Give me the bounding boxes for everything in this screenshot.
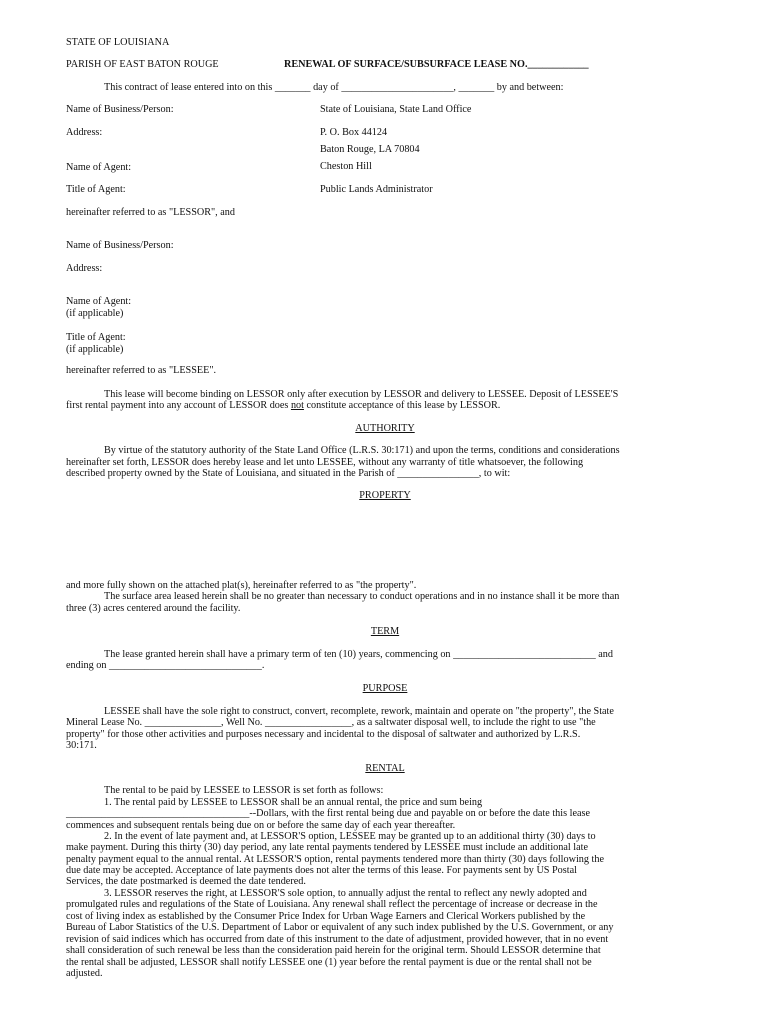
purpose-heading: PURPOSE: [362, 683, 408, 694]
purpose-line-4: 30:171.: [66, 740, 97, 751]
rental-line-17: adjusted.: [66, 968, 103, 979]
authority-line-3: described property owned by the State of Louisiana, and situated in the Parish of ________________, to wit:: [66, 468, 511, 479]
rental-heading: RENTAL: [365, 763, 405, 774]
lessee-agent-label: Name of Agent:: [66, 296, 132, 307]
authority-heading: AUTHORITY: [355, 423, 415, 434]
rental-line-5: 2. In the event of late payment and, at LESSOR'S option, LESSEE may be granted up to an additional thirty (30) days to: [104, 831, 596, 842]
lessor-reference: hereinafter referred to as "LESSOR", and: [66, 207, 235, 218]
property-line-2: The surface area leased herein shall be no greater than necessary to conduct operations and in no instance shall it be more than: [104, 591, 620, 602]
authority-line-2: hereinafter set forth, LESSOR does hereby lease and let unto LESSEE, without any warranty of title whatsoever, the following: [66, 457, 584, 468]
property-line-3: three (3) acres centered around the facility.: [66, 603, 241, 614]
lessee-name-label: Name of Business/Person:: [66, 240, 174, 251]
lessee-address-label: Address:: [66, 263, 103, 274]
lessee-agent-note: (if applicable): [66, 308, 124, 319]
rental-line-12: cost of living index as established by the Consumer Price Index for Urban Wage Earners and Clerical Workers published by the: [66, 911, 586, 922]
lessor-title-label: Title of Agent:: [66, 184, 126, 195]
lessor-name-value: State of Louisiana, State Land Office: [320, 104, 472, 115]
lessee-reference: hereinafter referred to as "LESSEE".: [66, 365, 217, 376]
binding-line-2: first rental payment into any account of LESSOR does not constitute acceptance of this lease by LESSOR.: [66, 400, 501, 411]
rental-line-16: the rental shall be adjusted, LESSOR shall notify LESSEE one (1) year before the rental payment is due or the rental shall not be: [66, 957, 592, 968]
rental-line-7: penalty payment equal to the annual rental. At LESSOR'S option, rental payments tendered more than thirty (30) days following the: [66, 854, 604, 865]
lease-title: RENEWAL OF SURFACE/SUBSURFACE LEASE NO.____________: [284, 59, 589, 70]
term-line-1: The lease granted herein shall have a primary term of ten (10) years, commencing on ____________________________ and: [104, 649, 613, 660]
rental-line-6: make payment. During this thirty (30) day period, any late rental payments tendered by LESSEE must include an additional late: [66, 842, 588, 853]
term-heading: TERM: [370, 626, 400, 637]
binding-line-1: This lease will become binding on LESSOR only after execution by LESSOR and delivery to LESSEE. Deposit of LESSEE'S: [104, 389, 619, 400]
binding-emphasis: not: [290, 400, 304, 411]
rental-line-1: The rental to be paid by LESSEE to LESSOR is set forth as follows:: [104, 785, 384, 796]
purpose-line-3: property" for those other activities and purposes necessary and incidental to the disposal of saltwater and authorized by L.R.S.: [66, 729, 581, 740]
rental-line-13: Bureau of Labor Statistics of the U.S. Department of Labor or equivalent of any such index published by the U.S. Government, or any: [66, 922, 614, 933]
parish-heading: PARISH OF EAST BATON ROUGE: [66, 59, 219, 70]
purpose-line-2: Mineral Lease No. _______________, Well No. _________________, as a saltwater disposal well, to include the right to use "the: [66, 717, 596, 728]
rental-line-8: due date may be accepted. Acceptance of late payments does not alter the terms of this lease. For payments sent by US Postal: [66, 865, 577, 876]
lessor-address-line2: Baton Rouge, LA 70804: [320, 144, 420, 155]
lessee-title-label: Title of Agent:: [66, 332, 126, 343]
rental-line-15: shall consideration of such renewal be less than the consideration paid herein for the original term. Should LESSOR determine that: [66, 945, 601, 956]
authority-line-1: By virtue of the statutory authority of the State Land Office (L.R.S. 30:171) and upon the terms, conditions and considerations: [104, 445, 620, 456]
property-heading: PROPERTY: [359, 490, 411, 501]
intro-text: This contract of lease entered into on this _______ day of ______________________, _______ by and between:: [104, 82, 564, 93]
rental-line-3: ____________________________________--Dollars, with the first rental being due and payable on or before the date this lease: [66, 808, 590, 819]
lessor-agent-value: Cheston Hill: [320, 161, 372, 172]
lessor-agent-label: Name of Agent:: [66, 162, 132, 173]
rental-line-9: Services, the date postmarked is deemed the date tendered.: [66, 876, 306, 887]
lessee-title-note: (if applicable): [66, 344, 124, 355]
lessor-address-line1: P. O. Box 44124: [320, 127, 388, 138]
lessor-title-value: Public Lands Administrator: [320, 184, 433, 195]
rental-line-11: promulgated rules and regulations of the State of Louisiana. Any renewal shall reflect the percentage of increase or decrease in the: [66, 899, 598, 910]
rental-line-2: 1. The rental paid by LESSEE to LESSOR shall be an annual rental, the price and sum being: [104, 797, 483, 808]
state-heading: STATE OF LOUISIANA: [66, 37, 170, 48]
rental-line-14: revision of said indices which has occurred from date of this instrument to the date of adjustment, provided however, that in no event: [66, 934, 609, 945]
lessor-name-label: Name of Business/Person:: [66, 104, 174, 115]
term-line-2: ending on ______________________________.: [66, 660, 265, 671]
lessor-address-label: Address:: [66, 127, 103, 138]
purpose-line-1: LESSEE shall have the sole right to construct, convert, recomplete, rework, maintain and operate on "the property", the State: [104, 706, 614, 717]
rental-line-4: commences and subsequent rentals being due on or before the same day of each year thereafter.: [66, 820, 456, 831]
rental-line-10: 3. LESSOR reserves the right, at LESSOR'S sole option, to annually adjust the rental to reflect any newly adopted and: [104, 888, 587, 899]
property-line-1: and more fully shown on the attached plat(s), hereinafter referred to as "the property".: [66, 580, 417, 591]
